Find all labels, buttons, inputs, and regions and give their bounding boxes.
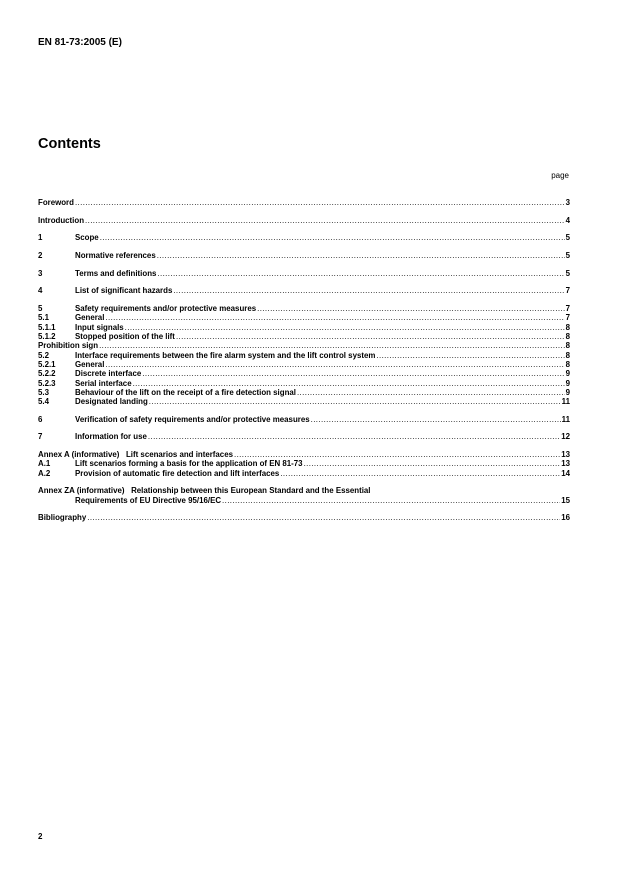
toc-entry-page: 8 xyxy=(565,350,570,360)
toc-dot-leader xyxy=(125,323,565,332)
toc-entry[interactable] xyxy=(38,397,570,406)
page-number: 2 xyxy=(38,832,43,841)
toc-dot-leader xyxy=(99,341,565,350)
toc-entry[interactable] xyxy=(38,269,570,278)
toc-entry-number: 4 xyxy=(38,286,43,296)
toc-entry-title: Safety requirements and/or protective measures xyxy=(75,304,257,314)
toc-entry-page: 4 xyxy=(565,215,570,225)
toc-entry-number: 5.3 xyxy=(38,387,49,397)
toc-dot-leader xyxy=(133,379,565,388)
toc-entry[interactable] xyxy=(38,332,570,341)
table-of-contents xyxy=(38,198,570,523)
toc-dot-leader xyxy=(149,397,561,406)
toc-entry[interactable] xyxy=(38,432,570,441)
toc-entry-number: 5.4 xyxy=(38,397,49,407)
toc-entry-title: Input signals xyxy=(75,322,124,332)
toc-entry-title: Annex ZA (informative) Relationship between this European Standard and the Essential xyxy=(38,486,371,496)
toc-entry-page: 14 xyxy=(561,468,570,478)
toc-dot-leader xyxy=(148,432,560,441)
toc-dot-leader xyxy=(234,450,560,459)
document-header: EN 81-73:2005 (E) xyxy=(38,37,122,48)
toc-entry-number: A.2 xyxy=(38,468,51,478)
toc-entry[interactable] xyxy=(38,251,570,260)
toc-entry-title: Introduction xyxy=(38,215,85,225)
toc-entry-page: 9 xyxy=(565,369,570,379)
toc-dot-leader xyxy=(176,332,565,341)
toc-entry-title: Foreword xyxy=(38,198,74,207)
toc-entry-title: Requirements of EU Directive 95/16/EC xyxy=(75,495,222,505)
toc-entry-title: Stopped position of the lift xyxy=(75,332,175,342)
toc-entry-page: 8 xyxy=(565,359,570,369)
toc-entry-title: Provision of automatic fire detection and lift interfaces xyxy=(75,468,280,478)
toc-entry-number: 5.2.2 xyxy=(38,369,56,379)
toc-dot-leader xyxy=(85,216,565,225)
toc-entry-title: Interface requirements between the fire alarm system and the lift control system xyxy=(75,350,376,360)
toc-entry-number: 5.2.1 xyxy=(38,359,56,369)
toc-entry-number: 1 xyxy=(38,233,43,243)
toc-entry-page: 11 xyxy=(561,397,570,407)
toc-entry-title: List of significant hazards xyxy=(75,286,173,296)
toc-entry-number: 5.2.3 xyxy=(38,378,56,388)
toc-entry-title: Annex A (informative) Lift scenarios and interfaces xyxy=(38,450,233,460)
toc-entry-page: 3 xyxy=(565,198,570,207)
toc-entry-page: 8 xyxy=(565,322,570,332)
toc-entry-title: Bibliography xyxy=(38,513,87,523)
toc-entry[interactable] xyxy=(38,513,570,522)
toc-entry-page: 13 xyxy=(561,450,570,460)
toc-entry-title: Behaviour of the lift on the receipt of a fire detection signal xyxy=(75,387,296,397)
toc-dot-leader xyxy=(157,269,564,278)
toc-entry-page: 16 xyxy=(561,513,570,523)
toc-entry[interactable] xyxy=(38,369,570,378)
toc-dot-leader xyxy=(87,513,560,522)
toc-entry-page: 9 xyxy=(565,387,570,397)
toc-dot-leader xyxy=(376,351,564,360)
toc-dot-leader xyxy=(100,233,565,242)
toc-entry[interactable] xyxy=(38,304,570,313)
toc-entry-title: Lift scenarios forming a basis for the application of EN 81-73 xyxy=(75,459,303,469)
toc-entry-number: 7 xyxy=(38,432,43,442)
toc-entry-number: 5.1 xyxy=(38,313,49,323)
toc-entry-title: Information for use xyxy=(75,432,147,442)
toc-entry-page: 7 xyxy=(565,313,570,323)
toc-entry-title: Discrete interface xyxy=(75,369,142,379)
toc-dot-leader xyxy=(297,388,565,397)
toc-entry[interactable] xyxy=(38,360,570,369)
toc-entry-number: 5.1.1 xyxy=(38,322,56,332)
toc-entry[interactable] xyxy=(38,379,570,388)
toc-entry-number: 2 xyxy=(38,251,43,261)
toc-entry-number: 5 xyxy=(38,304,43,314)
toc-dot-leader xyxy=(157,251,565,260)
toc-entry[interactable] xyxy=(38,198,570,207)
toc-entry-page: 5 xyxy=(565,268,570,278)
toc-entry[interactable] xyxy=(38,415,570,424)
toc-entry-number: 6 xyxy=(38,414,43,424)
toc-dot-leader xyxy=(222,496,560,505)
toc-dot-leader xyxy=(304,459,561,468)
toc-entry-title: General xyxy=(75,313,105,323)
toc-entry-title: Designated landing xyxy=(75,397,148,407)
toc-entry-title: Verification of safety requirements and/or protective measures xyxy=(75,414,310,424)
toc-entry[interactable] xyxy=(38,459,570,468)
toc-entry-page: 7 xyxy=(565,286,570,296)
toc-entry[interactable] xyxy=(38,323,570,332)
toc-dot-leader xyxy=(75,198,565,207)
toc-dot-leader xyxy=(142,369,564,378)
toc-entry-title: Scope xyxy=(75,233,99,243)
toc-entry-title: General xyxy=(75,359,105,369)
toc-dot-leader xyxy=(105,360,564,369)
toc-entry[interactable] xyxy=(38,450,570,459)
toc-entry[interactable] xyxy=(38,388,570,397)
toc-entry-page: 5 xyxy=(565,233,570,243)
toc-entry-number: 5.2 xyxy=(38,350,49,360)
toc-entry[interactable] xyxy=(38,469,570,478)
toc-entry-page: 15 xyxy=(561,495,570,505)
toc-dot-leader xyxy=(257,304,564,313)
contents-title: Contents xyxy=(38,136,101,152)
toc-entry-page: 7 xyxy=(565,304,570,314)
toc-entry[interactable] xyxy=(38,233,570,242)
toc-entry-title: Serial interface xyxy=(75,378,132,388)
toc-entry-page: 11 xyxy=(561,414,570,424)
toc-entry[interactable] xyxy=(38,486,570,495)
page-column-label: page xyxy=(551,171,569,180)
toc-entry-title: Prohibition sign xyxy=(38,341,99,351)
toc-dot-leader xyxy=(311,415,561,424)
toc-entry-page: 13 xyxy=(561,459,570,469)
toc-entry[interactable] xyxy=(38,351,570,360)
toc-entry[interactable] xyxy=(38,216,570,225)
toc-entry-title: Normative references xyxy=(75,251,156,261)
toc-entry-title: Terms and definitions xyxy=(75,268,157,278)
toc-entry[interactable] xyxy=(38,313,570,322)
toc-entry-page: 12 xyxy=(561,432,570,442)
toc-dot-leader xyxy=(280,469,560,478)
toc-entry-number: A.1 xyxy=(38,459,51,469)
toc-dot-leader xyxy=(105,313,564,322)
toc-dot-leader xyxy=(173,286,564,295)
toc-entry-page: 9 xyxy=(565,378,570,388)
toc-entry[interactable] xyxy=(38,341,570,350)
toc-entry-page: 5 xyxy=(565,251,570,261)
toc-entry[interactable] xyxy=(38,286,570,295)
toc-entry-page: 8 xyxy=(565,341,570,351)
toc-entry-page: 8 xyxy=(565,332,570,342)
toc-entry[interactable] xyxy=(38,496,570,505)
toc-entry-number: 3 xyxy=(38,268,43,278)
toc-entry-number: 5.1.2 xyxy=(38,332,56,342)
